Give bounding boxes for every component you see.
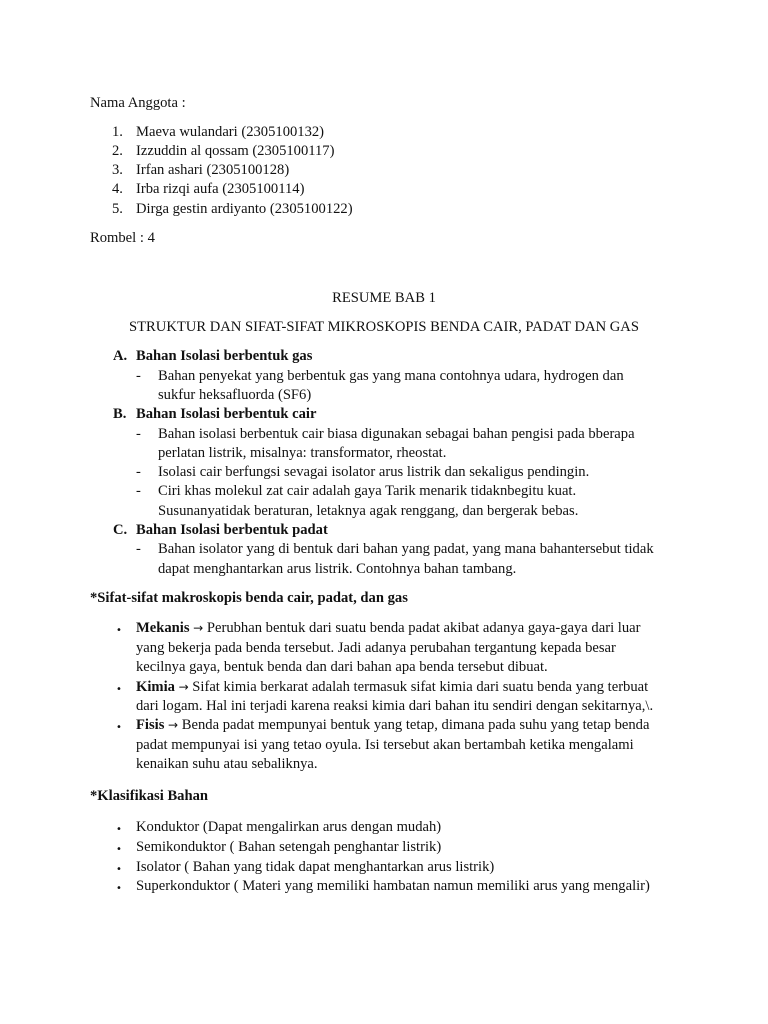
macro-heading: *Sifat-sifat makroskopis benda cair, padat, dan gas [90, 590, 408, 606]
term-label: Fisis [136, 717, 165, 733]
bullet-icon: • [116, 844, 122, 855]
list-item: Konduktor (Dapat mengalirkan arus dengan mudah) [136, 819, 442, 835]
section-heading: Bahan Isolasi berbentuk cair [136, 406, 317, 422]
arrow-icon: → [178, 680, 189, 694]
bullet-icon: • [116, 864, 122, 875]
rombel-label: Rombel : 4 [90, 230, 155, 246]
macro-item-mekanis [136, 619, 640, 639]
item-line: Benda padat mempunyai bentuk yang tetap, dimana pada suhu yang tetap benda [178, 717, 650, 733]
members-label: Nama Anggota : [90, 95, 186, 111]
list-item: Semikonduktor ( Bahan setengah penghantar listrik) [136, 839, 442, 855]
dash-marker: - [136, 464, 141, 480]
item-line: Bahan penyekat yang berbentuk gas yang mana contohnya udara, hydrogen dan [158, 368, 624, 384]
arrow-icon: → [168, 718, 179, 732]
member-name: Irfan ashari (2305100128) [136, 162, 290, 178]
dash-marker: - [136, 541, 141, 557]
term-label: Mekanis [136, 620, 190, 636]
member-name: Dirga gestin ardiyanto (2305100122) [136, 201, 353, 217]
item-line: Bahan isolasi berbentuk cair biasa digunakan sebagai bahan pengisi pada bberapa [158, 426, 635, 442]
bullet-icon: • [116, 824, 122, 835]
list-number: 2. [112, 143, 123, 159]
klasifikasi-heading: *Klasifikasi Bahan [90, 788, 209, 804]
dash-marker: - [136, 368, 141, 384]
item-line: Ciri khas molekul zat cair adalah gaya Tarik menarik tidaknbegitu kuat. [158, 483, 577, 499]
list-number: 3. [112, 162, 123, 178]
member-name: Maeva wulandari (2305100132) [136, 124, 325, 140]
item-line: dapat menghantarkan arus listrik. Contohnya bahan tambang. [158, 561, 517, 577]
bullet-icon: • [116, 625, 122, 636]
section-letter: A. [113, 348, 128, 364]
item-line: Perubhan bentuk dari suatu benda padat akibat adanya gaya-gaya dari luar [203, 620, 641, 636]
list-number: 5. [112, 201, 123, 217]
term-label: Kimia [136, 679, 175, 695]
item-line: Sifat kimia berkarat adalah termasuk sifat kimia dari suatu benda yang terbuat [188, 679, 649, 695]
document-subtitle: STRUKTUR DAN SIFAT-SIFAT MIKROSKOPIS BENDA CAIR, PADAT DAN GAS [129, 319, 639, 335]
item-line: kenaikan suhu atau sebaliknya. [136, 756, 318, 772]
item-line: padat mempunyai isi yang tetao oyula. Isi tersebut akan bertambah ketika mengalami [136, 737, 634, 753]
item-line: perlatan listrik, misalnya: transformator, rheostat. [158, 445, 447, 461]
list-item: Superkonduktor ( Materi yang memiliki hambatan namun memiliki arus yang mengalir) [136, 878, 650, 894]
item-line: sukfur heksafluorda (SF6) [158, 387, 312, 403]
item-line: Susunanyatidak beraturan, letaknya agak renggang, dan bergerak bebas. [158, 503, 579, 519]
item-line: Bahan isolator yang di bentuk dari bahan yang padat, yang mana bahantersebut tidak [158, 541, 654, 557]
item-line: kecilnya gaya, bentuk benda dan dari bahan apa benda tersebut dibuat. [136, 659, 548, 675]
arrow-icon: → [193, 621, 204, 635]
section-letter: C. [113, 522, 128, 538]
item-line: Isolasi cair berfungsi sevagai isolator arus listrik dan sekaligus pendingin. [158, 464, 590, 480]
item-line: yang bekerja pada benda tersebut. Jadi adanya perubahan tergantung kepada besar [136, 640, 616, 656]
item-line: dari logam. Hal ini terjadi karena reaksi kimia dari bahan itu sendiri dengan sekitarnya,\. [136, 698, 654, 714]
dash-marker: - [136, 426, 141, 442]
dash-marker: - [136, 483, 141, 499]
list-number: 4. [112, 181, 123, 197]
bullet-icon: • [116, 684, 122, 695]
macro-item-kimia [136, 678, 648, 698]
bullet-icon: • [116, 883, 122, 894]
member-name: Izzuddin al qossam (2305100117) [136, 143, 335, 159]
list-number: 1. [112, 124, 123, 140]
document-title: RESUME BAB 1 [332, 290, 436, 306]
section-letter: B. [113, 406, 127, 422]
section-heading: Bahan Isolasi berbentuk gas [136, 348, 313, 364]
member-name: Irba rizqi aufa (2305100114) [136, 181, 305, 197]
section-heading: Bahan Isolasi berbentuk padat [136, 522, 328, 538]
bullet-icon: • [116, 722, 122, 733]
list-item: Isolator ( Bahan yang tidak dapat menghantarkan arus listrik) [136, 859, 495, 875]
macro-item-fisis [136, 716, 649, 736]
